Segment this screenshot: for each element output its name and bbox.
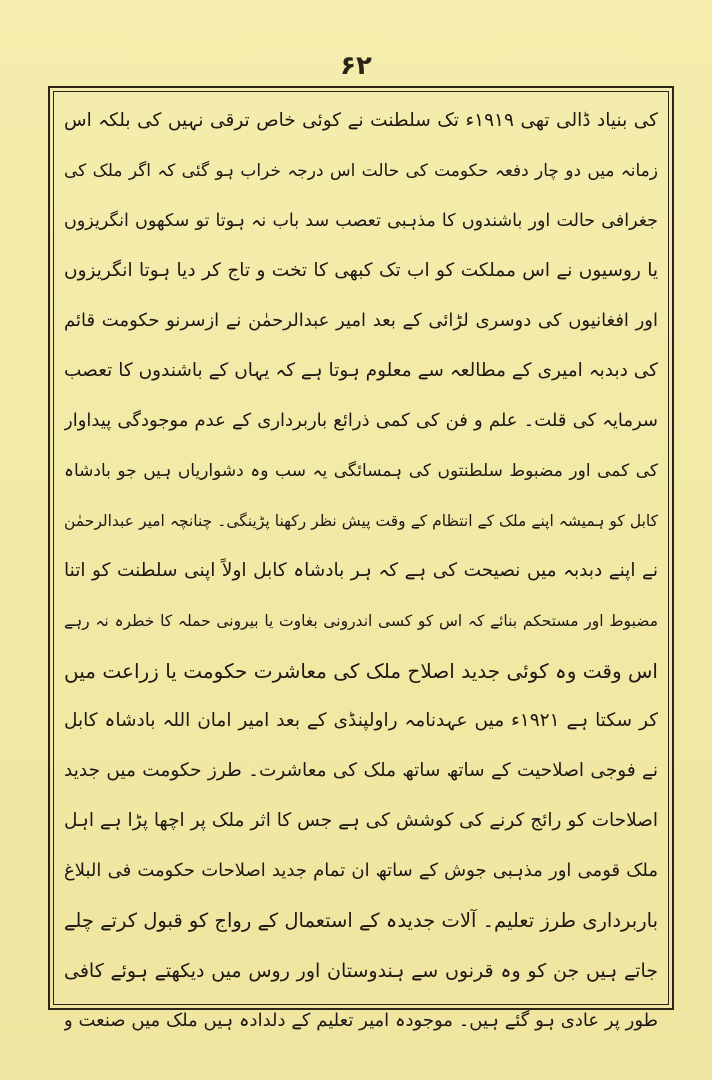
text-line: یا روسیوں نے اس مملکت کو اب تک کبھی کا تخت و تاج کر دیا ہوتا انگریزوں xyxy=(64,260,658,281)
text-line: زمانہ میں دو چار دفعہ حکومت کی حالت اس درجہ خراب ہو گئی کہ اگر ملک کی xyxy=(64,161,658,181)
text-line: باربرداری طرز تعلیم۔ آلات جدیدہ کے استعمال کے رواج کو قبول کرتے چلے xyxy=(64,909,658,932)
text-line: کی بنیاد ڈالی تھی ۱۹۱۹ء تک سلطنت نے کوئی خاص ترقی نہیں کی بلکہ اس xyxy=(64,110,658,131)
text-line: کی کمی اور مضبوط سلطنتوں کی ہمسائگی یہ سب وہ دشواریاں ہیں جو بادشاہ xyxy=(64,461,658,481)
page-number: ۶۲ xyxy=(340,51,372,81)
text-line: مضبوط اور مستحکم بنائے کہ اس کو کسی اندرونی بغاوت یا بیرونی حملہ کا خطرہ نہ رہے xyxy=(64,612,658,630)
text-line: ملک قومی اور مذہبی جوش کے ساتھ ان تمام جدید اصلاحات حکومت فی البلاغ xyxy=(64,860,658,881)
text-line: جغرافی حالت اور باشندوں کا مذہبی تعصب سد باب نہ ہوتا تو سکھوں انگریزوں xyxy=(64,211,658,231)
text-line: طور پر عادی ہو گئے ہیں۔ موجودہ امیر تعلیم کے دلدادہ ہیں ملک میں صنعت و xyxy=(64,1010,658,1031)
urdu-text-body xyxy=(58,96,664,1031)
text-line: نے اپنے دبدبہ میں نصیحت کی ہے کہ ہر بادشاہ کابل اولاً اپنی سلطنت کو اتنا xyxy=(64,560,658,581)
text-line: اور افغانیوں کی دوسری لڑائی کے بعد امیر عبدالرحمٰن نے ازسرنو حکومت قائم xyxy=(64,310,658,331)
text-line: جاتے ہیں جن کو وہ قرنوں سے ہندوستان اور روس میں دیکھتے ہوئے کافی xyxy=(64,960,658,982)
text-line: اس وقت وہ کوئی جدید اصلاح ملک کی معاشرت حکومت یا زراعت میں xyxy=(64,659,658,683)
text-line: اصلاحات کو رائج کرنے کی کوشش کی ہے جس کا اثر ملک پر اچھا پڑا ہے اہل xyxy=(64,810,658,831)
text-line: کابل کو ہمیشہ اپنے ملک کے انتظام کے وقت پیش نظر رکھنا پڑینگی۔ چنانچہ امیر عبدالرحمٰن xyxy=(64,512,658,530)
text-line: کی دبدبہ امیری کے مطالعہ سے معلوم ہوتا ہے کہ یہاں کے باشندوں کا تعصب xyxy=(64,360,658,381)
text-line: نے فوجی اصلاحیت کے ساتھ ساتھ ملک کی معاشرت۔ طرز حکومت میں جدید xyxy=(64,760,658,781)
text-line: کر سکتا ہے ۱۹۲۱ء میں عہدنامہ راولپنڈی کے بعد امیر امان اللہ بادشاہ کابل xyxy=(64,710,658,731)
text-line: سرمایہ کی قلت۔ علم و فن کی کمی ذرائع باربرداری کے عدم موجودگی پیداوار xyxy=(64,410,658,431)
